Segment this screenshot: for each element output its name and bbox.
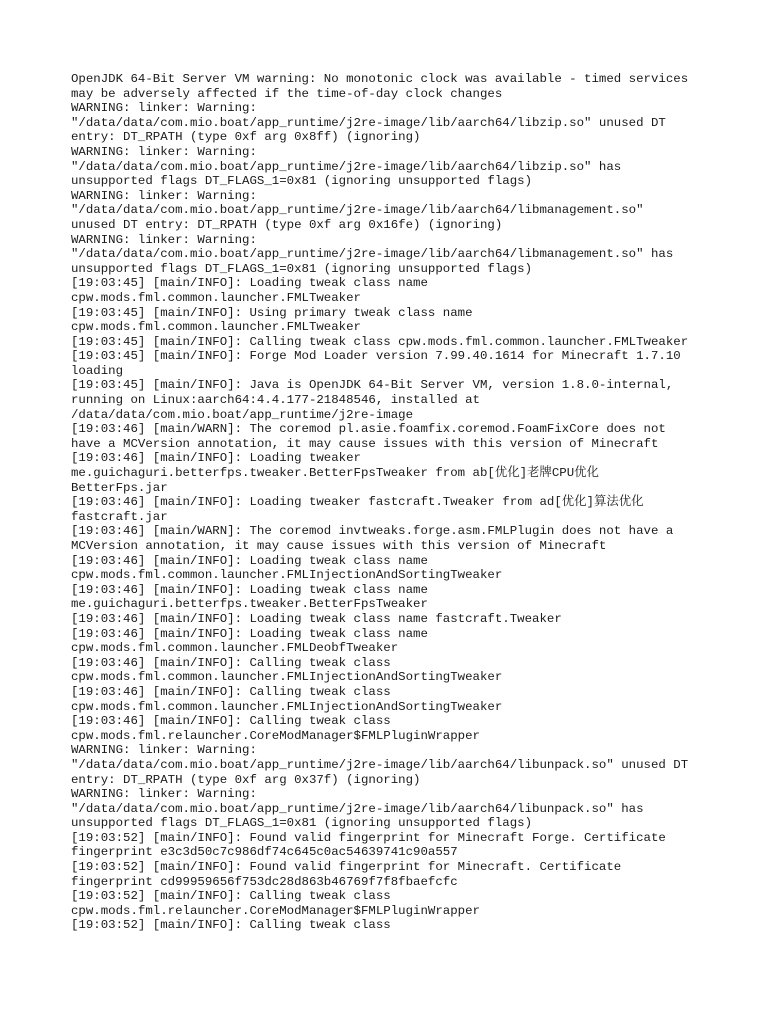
log-line: [19:03:46] [main/INFO]: Calling tweak class: [71, 684, 391, 699]
log-line: cpw.mods.fml.relauncher.CoreModManager$FMLPluginWrapper: [71, 728, 480, 743]
log-line: me.guichaguri.betterfps.tweaker.BetterFpsTweaker from ab[优化]老牌CPU优化: [71, 466, 599, 481]
log-line: [19:03:46] [main/INFO]: Loading tweak class name fastcraft.Tweaker: [71, 611, 562, 626]
log-line: loading: [71, 363, 124, 378]
log-line: have a MCVersion annotation, it may cause issues with this version of Minecraft: [71, 436, 659, 451]
log-line: [19:03:52] [main/INFO]: Calling tweak class: [71, 918, 391, 933]
log-line: [19:03:45] [main/INFO]: Java is OpenJDK 64-Bit Server VM, version 1.8.0-internal,: [71, 378, 674, 393]
log-line: running on Linux:aarch64:4.4.177-21848546, installed at: [71, 393, 480, 408]
log-line: WARNING: linker: Warning:: [71, 188, 257, 203]
log-line: me.guichaguri.betterfps.tweaker.BetterFpsTweaker: [71, 597, 428, 612]
log-document: [71, 72, 751, 933]
log-line: /data/data/com.mio.boat/app_runtime/j2re-image: [71, 407, 414, 422]
log-line: unsupported flags DT_FLAGS_1=0x81 (ignoring unsupported flags): [71, 174, 533, 189]
log-line: [19:03:45] [main/INFO]: Using primary tweak class name: [71, 305, 473, 320]
log-line: [19:03:46] [main/INFO]: Loading tweak class name: [71, 582, 428, 597]
log-line: cpw.mods.fml.common.launcher.FMLInjectionAndSortingTweaker: [71, 568, 503, 583]
log-line: unsupported flags DT_FLAGS_1=0x81 (ignoring unsupported flags): [71, 816, 533, 831]
log-line: OpenJDK 64-Bit Server VM warning: No monotonic clock was available - timed services: [71, 72, 689, 86]
log-line: cpw.mods.fml.common.launcher.FMLDeobfTweaker: [71, 641, 399, 656]
log-line: "/data/data/com.mio.boat/app_runtime/j2re-image/lib/aarch64/libzip.so" has: [71, 159, 622, 174]
log-line: MCVersion annotation, it may cause issues with this version of Minecraft: [71, 539, 607, 553]
log-line: [19:03:46] [main/INFO]: Loading tweak class name: [71, 626, 428, 641]
log-line: [19:03:46] [main/INFO]: Loading tweaker: [71, 451, 361, 466]
log-line: "/data/data/com.mio.boat/app_runtime/j2re-image/lib/aarch64/libzip.so" unused DT: [71, 115, 666, 130]
log-line: WARNING: linker: Warning:: [71, 144, 257, 159]
log-line: [19:03:46] [main/INFO]: Loading tweaker fastcraft.Tweaker from ad[优化]算法优化: [71, 495, 644, 510]
log-line: "/data/data/com.mio.boat/app_runtime/j2re-image/lib/aarch64/libunpack.so" has: [71, 801, 644, 816]
log-line: [19:03:52] [main/INFO]: Found valid fingerprint for Minecraft Forge. Certificate: [71, 830, 666, 845]
log-line: WARNING: linker: Warning:: [71, 232, 257, 247]
log-line: BetterFps.jar: [71, 480, 168, 495]
log-line: cpw.mods.fml.common.launcher.FMLInjectionAndSortingTweaker: [71, 670, 503, 685]
log-line: WARNING: linker: Warning:: [71, 787, 257, 802]
log-line: "/data/data/com.mio.boat/app_runtime/j2re-image/lib/aarch64/libmanagement.so": [71, 203, 644, 218]
log-line: fastcraft.jar: [71, 509, 168, 524]
log-line: "/data/data/com.mio.boat/app_runtime/j2re-image/lib/aarch64/libmanagement.so" has: [71, 247, 674, 262]
log-line: [19:03:46] [main/INFO]: Calling tweak class: [71, 655, 391, 670]
log-line: fingerprint cd99959656f753dc28d863b46769f7f8fbaefcfc: [71, 874, 458, 889]
log-line: unused DT entry: DT_RPATH (type 0xf arg 0x16fe) (ignoring): [71, 217, 503, 232]
log-line: [19:03:46] [main/WARN]: The coremod invtweaks.forge.asm.FMLPlugin does not have a: [71, 524, 674, 539]
log-line: entry: DT_RPATH (type 0xf arg 0x8ff) (ignoring): [71, 130, 421, 145]
log-line: [19:03:46] [main/WARN]: The coremod pl.asie.foamfix.coremod.FoamFixCore does not: [71, 422, 666, 437]
log-line: [19:03:52] [main/INFO]: Found valid fingerprint for Minecraft. Certificate: [71, 860, 622, 875]
log-line: [19:03:46] [main/INFO]: Calling tweak class: [71, 714, 391, 729]
log-line: [19:03:45] [main/INFO]: Calling tweak class cpw.mods.fml.common.launcher.FMLTweaker: [71, 334, 689, 349]
log-line: fingerprint e3c3d50c7c986df74c645c0ac54639741c90a557: [71, 845, 458, 860]
log-line: [19:03:45] [main/INFO]: Loading tweak class name: [71, 276, 428, 291]
log-line: [19:03:46] [main/INFO]: Loading tweak class name: [71, 553, 428, 568]
log-line: unsupported flags DT_FLAGS_1=0x81 (ignoring unsupported flags): [71, 261, 533, 276]
log-line: cpw.mods.fml.common.launcher.FMLTweaker: [71, 290, 361, 305]
log-line: cpw.mods.fml.relauncher.CoreModManager$FMLPluginWrapper: [71, 903, 480, 918]
log-line: cpw.mods.fml.common.launcher.FMLInjectionAndSortingTweaker: [71, 699, 503, 714]
log-line: [19:03:52] [main/INFO]: Calling tweak class: [71, 889, 391, 904]
log-line: "/data/data/com.mio.boat/app_runtime/j2re-image/lib/aarch64/libunpack.so" unused DT: [71, 757, 689, 772]
log-line: WARNING: linker: Warning:: [71, 101, 257, 116]
log-line: [19:03:45] [main/INFO]: Forge Mod Loader version 7.99.40.1614 for Minecraft 1.7.10: [71, 349, 681, 364]
log-line: entry: DT_RPATH (type 0xf arg 0x37f) (ignoring): [71, 772, 421, 787]
log-line: cpw.mods.fml.common.launcher.FMLTweaker: [71, 320, 361, 335]
log-line: WARNING: linker: Warning:: [71, 743, 257, 758]
log-line: may be adversely affected if the time-of-day clock changes: [71, 86, 503, 101]
